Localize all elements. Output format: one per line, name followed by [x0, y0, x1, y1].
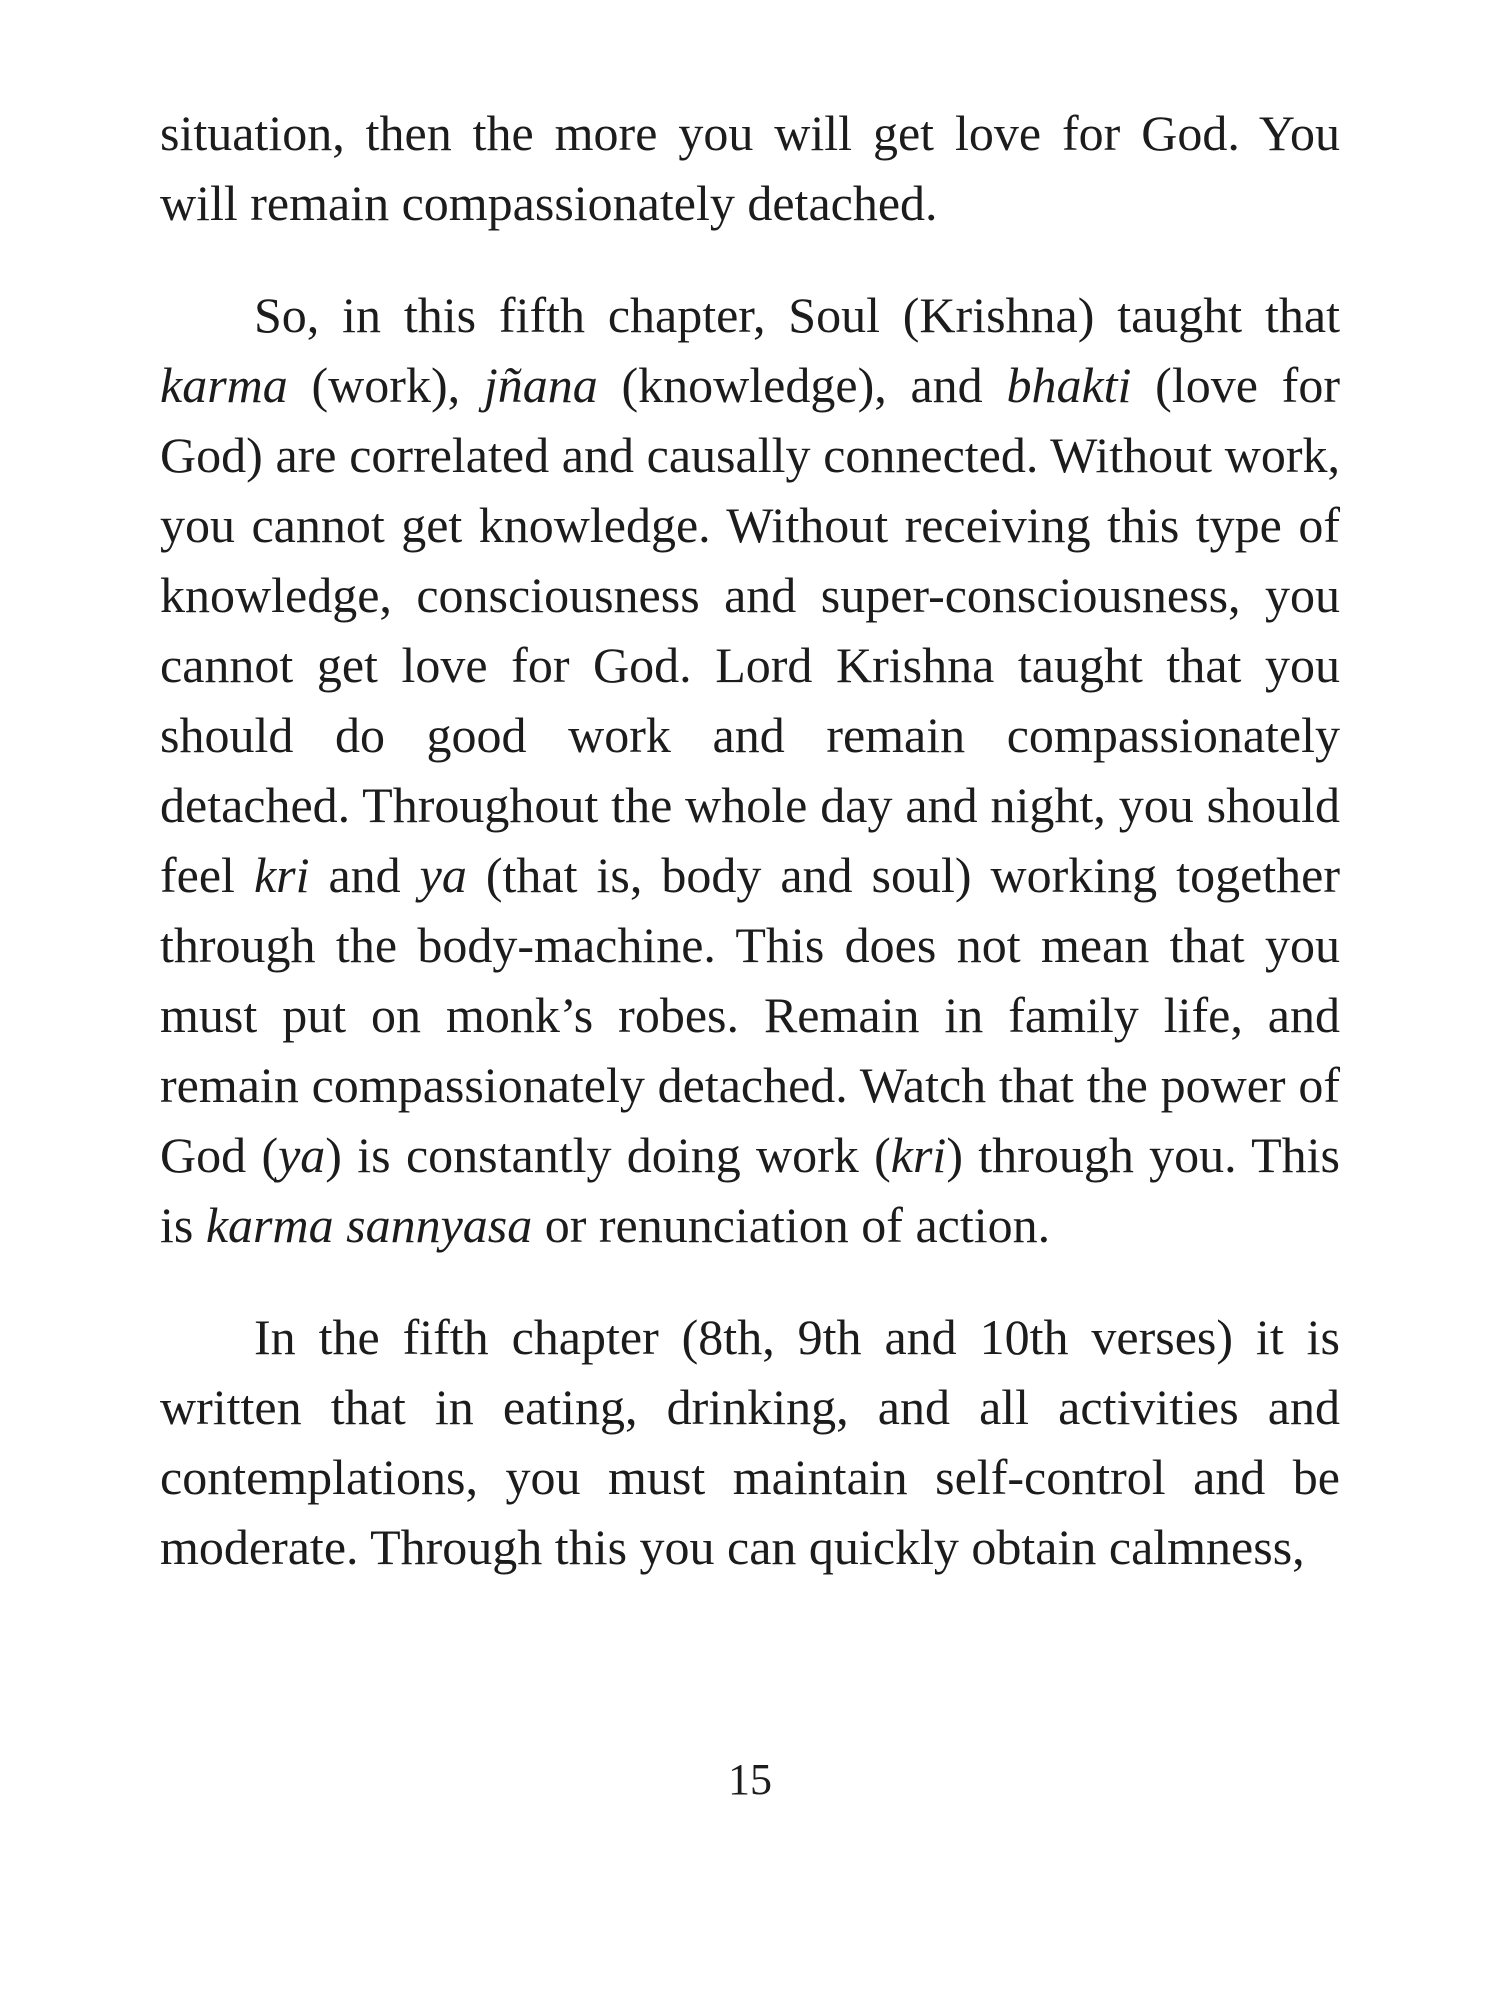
paragraph-2-seg-6: (love for God) are correlated and causally connected. Without work, you cannot get knowledge. Without receiving this type of knowledge, consciousness and super-consciousness, you cannot get love for God. Lord Krishna taught that you should do good work and remain compassionately detached. Throughout the whole day and night, you should feel: [160, 357, 1340, 903]
page-number: 15: [728, 1755, 772, 1804]
paragraph-1: [160, 98, 1340, 238]
term-bhakti: bhakti: [1006, 357, 1132, 413]
term-ya-2: ya: [278, 1127, 326, 1183]
term-ya: ya: [419, 847, 467, 903]
term-jnana: jñana: [483, 357, 598, 413]
paragraph-2: [160, 280, 1340, 1260]
paragraph-2-seg-10: (that is, body and soul) working together through the body-machine. This does not mean that you must put on monk’s robes. Remain in family life, and remain compassionately detached. Watch that the power of God (: [160, 847, 1340, 1183]
paragraph-1-text: situation, then the more you will get love for God. You will remain compassionately detached.: [160, 105, 1340, 231]
paragraph-3: [160, 1302, 1340, 1582]
term-kri-2: kri: [890, 1127, 947, 1183]
paragraph-2-seg-2: (work),: [287, 357, 484, 413]
body-text: [160, 98, 1340, 1582]
paragraph-2-seg-0: So, in this fifth chapter, Soul (Krishna) taught that: [254, 287, 1340, 343]
term-karma-sannyasa: karma sannyasa: [205, 1197, 533, 1253]
paragraph-2-seg-12: ) is constantly doing work (: [325, 1127, 891, 1183]
paragraph-2-seg-4: (knowledge), and: [597, 357, 1007, 413]
paragraph-2-seg-14: ) through you. This is: [160, 1127, 1340, 1253]
paragraph-3-text: In the fifth chapter (8th, 9th and 10th verses) it is written that in eating, drinking, and all activities and contemplations, you must maintain self-control and be moderate. Through this you can quickly obtain calmness,: [160, 1309, 1340, 1575]
paragraph-2-seg-8: and: [309, 847, 420, 903]
paragraph-2-seg-16: or renunciation of action.: [532, 1197, 1051, 1253]
term-kri: kri: [253, 847, 310, 903]
term-karma: karma: [160, 357, 288, 413]
